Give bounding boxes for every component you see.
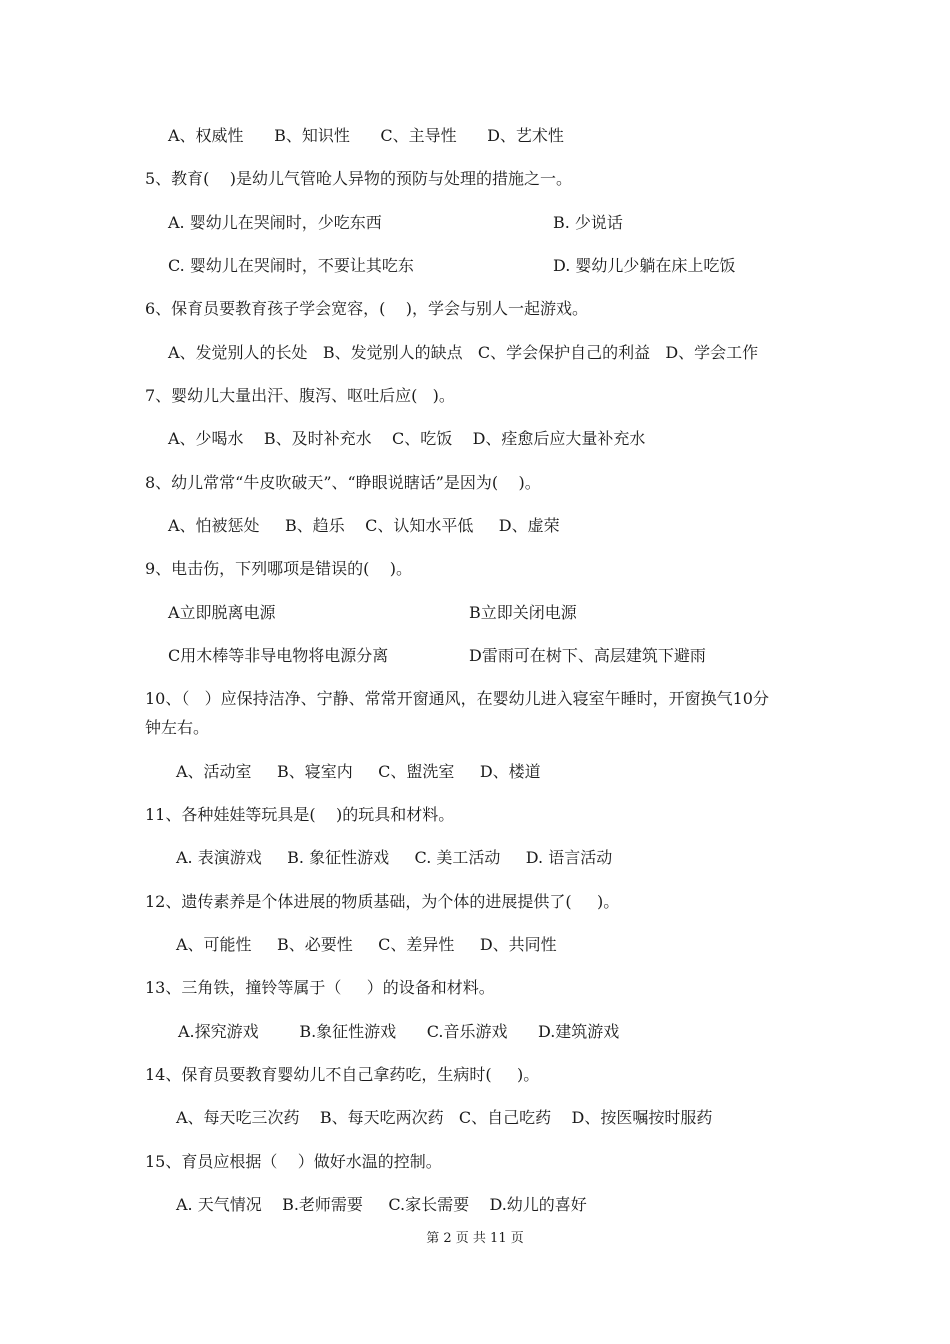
q8-options: A、怕被惩处 B、趋乐 C、认知水平低 D、虚荣: [168, 516, 560, 535]
q5-option-c: C. 婴幼儿在哭闹时，不要让其吃东: [168, 256, 414, 275]
q10-stem-line1: 10、（ ）应保持洁净、宁静、常常开窗通风，在婴幼儿进入寝室午睡时，开窗换气10分: [145, 689, 769, 708]
q7-options: A、少喝水 B、及时补充水 C、吃饭 D、痊愈后应大量补充水: [168, 429, 646, 448]
q6-stem: 6、保育员要教育孩子学会宽容，( )，学会与别人一起游戏。: [145, 299, 589, 318]
q9-option-d: D雷雨可在树下、高层建筑下避雨: [469, 646, 706, 665]
q11-options: A. 表演游戏 B. 象征性游戏 C. 美工活动 D. 语言活动: [176, 848, 613, 867]
q5-option-b: B. 少说话: [553, 213, 623, 232]
q6-options: A、发觉别人的长处 B、发觉别人的缺点 C、学会保护自己的利益 D、学会工作: [168, 343, 759, 362]
q4-options: A、权威性 B、知识性 C、主导性 D、艺术性: [168, 126, 564, 145]
q13-stem: 13、三角铁，撞铃等属于（ ）的设备和材料。: [145, 978, 495, 997]
page-footer: 第 2 页 共 11 页: [426, 1231, 524, 1246]
q9-stem: 9、电击伤，下列哪项是错误的( )。: [145, 559, 413, 578]
q14-stem: 14、保育员要教育婴幼儿不自己拿药吃，生病时( )。: [145, 1065, 540, 1084]
q12-stem: 12、遗传素养是个体进展的物质基础，为个体的进展提供了( )。: [145, 892, 620, 911]
q15-options: A. 天气情况 B.老师需要 C.家长需要 D.幼儿的喜好: [176, 1195, 587, 1214]
q5-option-d: D. 婴幼儿少躺在床上吃饭: [553, 256, 736, 275]
q15-stem: 15、育员应根据（ ）做好水温的控制。: [145, 1152, 442, 1171]
q11-stem: 11、各种娃娃等玩具是( )的玩具和材料。: [145, 805, 455, 824]
q14-options: A、每天吃三次药 B、每天吃两次药 C、自己吃药 D、按医嘱按时服药: [176, 1108, 713, 1127]
q8-stem: 8、幼儿常常“牛皮吹破天”、“睁眼说瞎话”是因为( )。: [145, 473, 541, 492]
q9-option-a: A立即脱离电源: [168, 603, 276, 622]
q10-options: A、活动室 B、寝室内 C、盥洗室 D、楼道: [176, 762, 541, 781]
q5-option-a: A. 婴幼儿在哭闹时，少吃东西: [168, 213, 382, 232]
q12-options: A、可能性 B、必要性 C、差异性 D、共同性: [176, 935, 557, 954]
q9-option-b: B立即关闭电源: [469, 603, 577, 622]
q13-options: A.探究游戏 B.象征性游戏 C.音乐游戏 D.建筑游戏: [178, 1022, 620, 1041]
q5-stem: 5、教育( )是幼儿气管呛人异物的预防与处理的措施之一。: [145, 169, 573, 188]
q7-stem: 7、婴幼儿大量出汗、腹泻、呕吐后应( )。: [145, 386, 455, 405]
q9-option-c: C用木棒等非导电物将电源分离: [168, 646, 389, 665]
q10-stem-line2: 钟左右。: [145, 718, 210, 737]
